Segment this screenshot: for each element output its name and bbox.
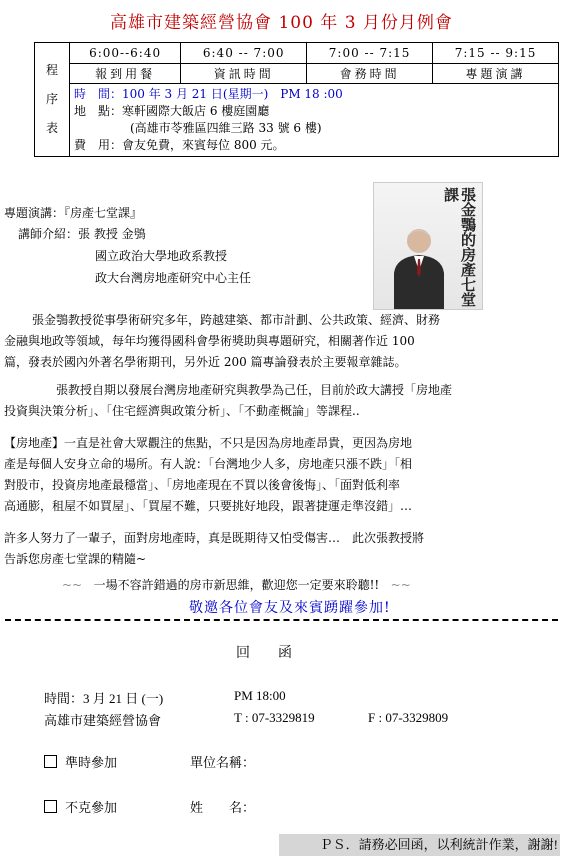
schedule-time-3: 7:00 -- 7:15 [307,43,433,64]
reply-heading: 回 函 [236,646,292,661]
paragraph-2-line-2: 投資與決策分析」、「住宅經濟與政策分析」、「不動產概論」等課程.. [4,404,360,418]
event-fee: 費 用：會友免費，來賓每位 800 元。 [74,138,285,152]
reply-org: 高雄市建築經營協會 [44,713,162,728]
reply-tel: T : 07-3329819 [234,710,315,725]
lecture-speaker: 講師介紹：張 教授 金鴞 [18,227,146,241]
paragraph-3-line-1: 【房地產】一直是社會大眾觀注的焦點，不只是因為房地產昂貴，更因為房地 [4,436,413,450]
lecture-cred-1: 國立政治大學地政系教授 [95,249,228,263]
schedule-info [70,84,559,157]
ps-note: ＰＳ．請務必回函，以利統計作業，謝謝! [279,834,560,856]
attend-option[interactable]: 準時參加 [44,752,117,771]
page-title: 高雄市建築經營協會 100 年 3 月份月例會 [110,13,453,33]
paragraph-1-line-1: 張金鶚教授從事學術研究多年，跨越建築、都市計劃、公共政策、經濟、財務 [32,313,441,327]
speaker-photo-icon [392,223,446,309]
schedule-label-2: 資訊時間 [181,64,307,84]
paragraph-3-line-4: 高通膨，租屋不如買屋」、「買屋不難，只要挑好地段，跟著捷運走準沒錯」… [4,499,413,513]
event-time: 時 間：100 年 3 月 21 日(星期一) PM 18 :00 [74,87,343,101]
reply-time-label: 時間：3 月 21 日 (一) [44,691,164,706]
schedule-label-1: 報到用餐 [70,64,181,84]
decline-option[interactable]: 不克參加 [44,797,117,816]
schedule-time-4: 7:15 -- 9:15 [433,43,559,64]
lecture-topic: 專題演講：『房產七堂課』 [4,206,143,220]
reply-fax: F : 07-3329809 [368,710,449,725]
paragraph-3-line-3: 對股市，投資房地產最穩當」、「房地產現在不買以後會後悔」、「面對低利率 [4,478,401,492]
reply-time-value: PM 18:00 [234,688,286,703]
schedule-label-4: 專題演講 [433,64,559,84]
banner-line-2: 敬邀各位會友及來賓踴躍參加! [189,600,391,616]
attend-checkbox[interactable] [44,755,57,768]
decline-checkbox[interactable] [44,800,57,813]
book-title: 張金鶚的房產七堂課 [442,187,477,307]
schedule-table [34,42,559,157]
paragraph-1-line-2: 金融與地政等領域，每年均獲得國科會學術獎助與專題研究，相關著作近 100 [4,334,415,348]
event-address: (高雄市苓雅區四維三路 33 號 6 樓) [130,121,322,135]
schedule-side-label: 程 序 表 [35,43,70,157]
name-label: 姓 名： [190,800,256,815]
banner-line-1: ~~ 一場不容許錯過的房市新思維，歡迎您一定要來聆聽!! ~~ [62,578,411,592]
paragraph-2-line-1: 張教授自期以發展台灣房地產研究與教學為己任，目前於政大講授「房地產 [56,383,453,397]
book-cover-image [373,182,483,310]
lecture-cred-2: 政大台灣房地產研究中心主任 [95,271,252,285]
paragraph-4-line-2: 告訴您房產七堂課的精隨~ [4,552,147,566]
cut-line-divider [5,619,558,621]
paragraph-3-line-2: 產是每個人安身立命的場所。有人說：「台灣地少人多，房地產只漲不跌」「相 [4,457,413,471]
event-place: 地 點：寒軒國際大飯店 6 樓庭園廳 [74,104,270,118]
paragraph-4-line-1: 許多人努力了一輩子，面對房地產時，真是既期待又怕受傷害… 此次張教授將 [4,531,425,545]
schedule-time-2: 6:40 -- 7:00 [181,43,307,64]
schedule-time-1: 6:00--6:40 [70,43,181,64]
unit-name-label: 單位名稱： [190,755,256,770]
paragraph-1-line-3: 篇，發表於國內外著名學術期刊，另外近 200 篇專論發表於主要報章雜誌。 [4,355,407,369]
schedule-label-3: 會務時間 [307,64,433,84]
